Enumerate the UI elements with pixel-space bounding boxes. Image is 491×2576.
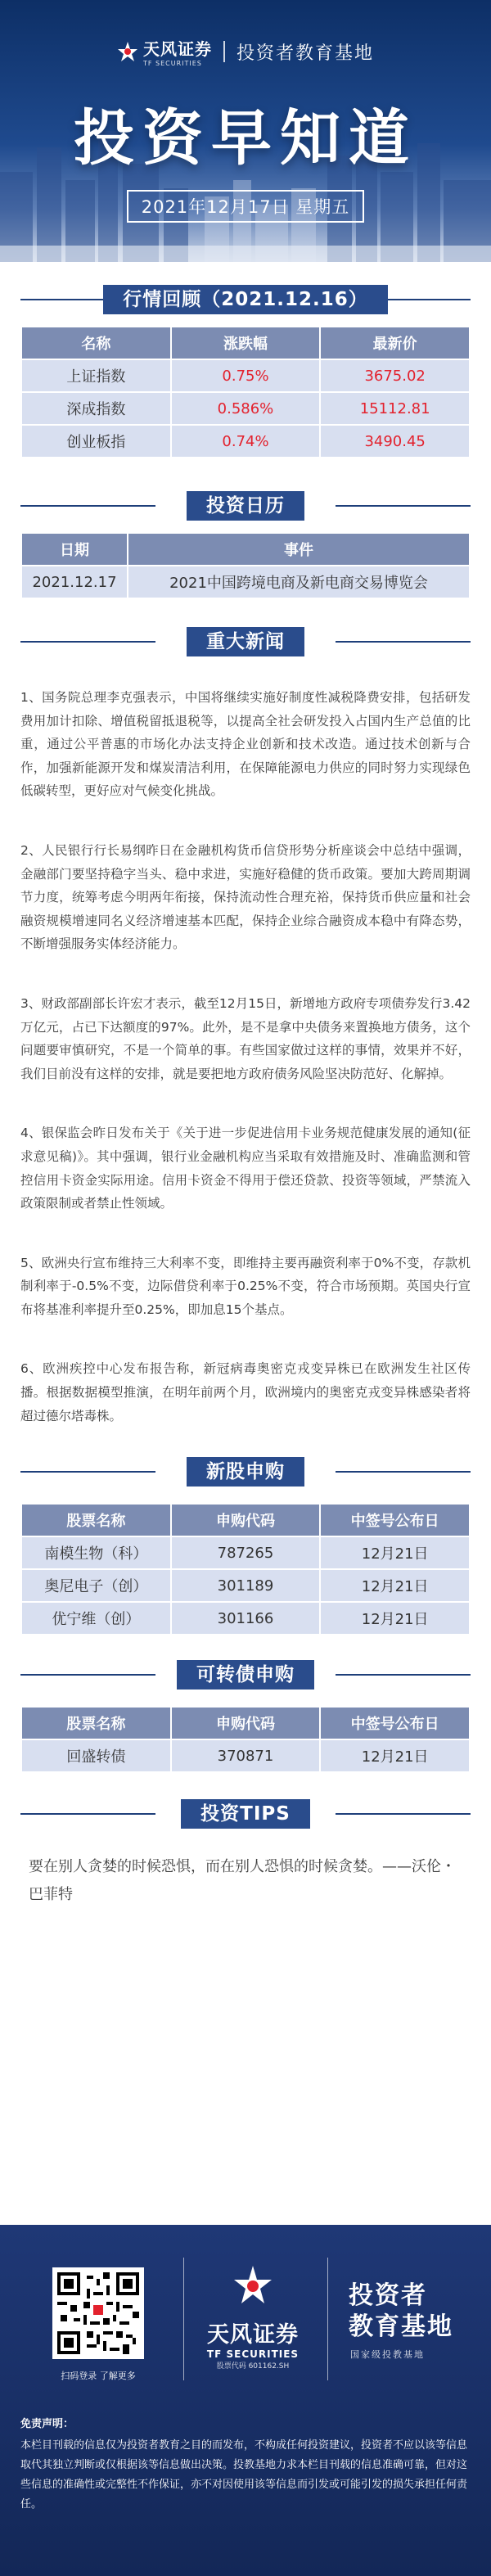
news-item: 6、欧洲疾控中心发布报告称，新冠病毒奥密克戎变异株已在欧洲发生社区传播。根据数据模型推演，在明年前两个月，欧洲境内的奥密克戎变异株感染者将超过德尔塔毒株。: [20, 1361, 471, 1423]
divider: [336, 1813, 471, 1815]
column-header: 事件: [128, 533, 470, 566]
news-item: 1、国务院总理李克强表示，中国将继续实施好制度性减税降费安排，包括研发费用加计扣除、增值税留抵退税等，以提高全社会研发投入占国内生产总值的比重，通过公平普惠的市场化办法支持企业创新和技术改造。通过技术创新与合作，加强新能源开发和煤炭清洁利用，在保障能源电力供应的同时努力实现绿色低碳转型，更好应对气候变化挑战。: [20, 690, 471, 799]
brand-divider: [223, 41, 225, 62]
index-price: 3490.45: [320, 425, 470, 458]
tf-logo-icon: [117, 41, 138, 62]
index-change: 0.75%: [171, 359, 321, 392]
footer-brand-en: TF SECURITIES: [206, 2348, 300, 2360]
divider: [20, 505, 155, 507]
divider: [20, 641, 155, 643]
date-bar: 2021年12月17日 星期五: [127, 190, 364, 223]
qr-code[interactable]: [52, 2267, 144, 2359]
column-header: 名称: [21, 327, 171, 359]
announce-date: 12月21日: [320, 1569, 470, 1602]
table-header-row: [21, 327, 470, 359]
announce-date: 12月21日: [320, 1602, 470, 1635]
table-row: [21, 425, 470, 458]
divider: [336, 641, 471, 643]
table-row: [21, 1602, 470, 1635]
subscription-code: 301189: [171, 1569, 321, 1602]
tf-logo-icon: [232, 2264, 274, 2307]
footer: [0, 2225, 491, 2576]
column-header: 股票名称: [21, 1707, 171, 1739]
table-row: [21, 566, 470, 598]
column-header: 日期: [21, 533, 128, 566]
calendar-heading: 投资日历: [187, 491, 304, 521]
brand-name: 天风证券: [142, 39, 212, 59]
ipo-heading: 新股申购: [187, 1457, 304, 1487]
divider: [336, 1674, 471, 1676]
edu-base-label: 投资者教育基地: [236, 43, 374, 64]
tips-heading: 投资TIPS: [181, 1799, 310, 1829]
divider: [336, 505, 471, 507]
disclaimer-text: 本栏目刊载的信息仅为投资者教育之目的而发布，不构成任何投资建议，投资者不应以该等信息取代其独立判断或仅根据该等信息做出决策。投教基地力求本栏目刊载的信息准确可靠，但对这些信息的准确性或完整性不作保证，亦不对因使用该等信息而引发或可能引发的损失承担任何责任。: [20, 2439, 468, 2511]
table-row: [21, 1569, 470, 1602]
announce-date: 12月21日: [320, 1536, 470, 1569]
index-price: 3675.02: [320, 359, 470, 392]
market-section-header: [0, 285, 491, 314]
stock-name: 优宁维（创）: [21, 1602, 171, 1635]
column-header: 中签号公布日: [320, 1504, 470, 1536]
column-header: 中签号公布日: [320, 1707, 470, 1739]
header-banner: [0, 0, 491, 262]
bond-section-header: [0, 1660, 491, 1690]
disclaimer: [20, 2415, 471, 2515]
column-header: 申购代码: [171, 1707, 321, 1739]
table-row: [21, 359, 470, 392]
brand-logo: [117, 36, 212, 67]
ipo-section-header: [0, 1457, 491, 1487]
divider: [336, 1471, 471, 1473]
divider: [20, 1674, 155, 1676]
edu-line-1: 投资者: [349, 2281, 427, 2310]
event-name: 2021中国跨境电商及新电商交易博览会: [128, 566, 470, 598]
column-header: 涨跌幅: [171, 327, 321, 359]
footer-edu-title: [349, 2281, 453, 2343]
footer-edu-subtitle: 国家级投教基地: [350, 2349, 425, 2360]
divider: [20, 1813, 155, 1815]
index-name: 深成指数: [21, 392, 171, 425]
news-item: 5、欧洲央行宣布维持三大利率不变，即维持主要再融资利率于0%不变，存款机制利率于-0.5%不变，边际借贷利率于0.25%不变，符合市场预期。英国央行宣布将基准利率提升至0.25%，即加息15个基点。: [20, 1255, 471, 1317]
table-header-row: [21, 1504, 470, 1536]
divider: [183, 2258, 184, 2380]
table-row: [21, 1536, 470, 1569]
divider: [20, 1471, 155, 1473]
news-list: [20, 686, 471, 1428]
bond-table: [20, 1706, 471, 1773]
tips-quote: 要在别人贪婪的时候恐惧，而在别人恐惧的时候贪婪。——沃伦・巴菲特: [29, 1858, 456, 1904]
bond-name: 回盛转债: [21, 1739, 171, 1772]
announce-date: 12月21日: [320, 1739, 470, 1772]
tips-section-header: [0, 1799, 491, 1829]
market-table: [20, 326, 471, 458]
calendar-section-header: [0, 491, 491, 521]
table-row: [21, 392, 470, 425]
stock-name: 南模生物（科）: [21, 1536, 171, 1569]
news-item: 4、银保监会昨日发布关于《关于进一步促进信用卡业务规范健康发展的通知(征求意见稿)》。其中强调，银行业金融机构应当采取有效措施及时、准确监测和管控信用卡资金实际用途。信用卡资金不得用于偿还贷款、投资等领域，严禁流入政策限制或者禁止性领域。: [20, 1126, 471, 1211]
column-header: 申购代码: [171, 1504, 321, 1536]
table-header-row: [21, 533, 470, 566]
market-heading: 行情回顾（2021.12.16）: [103, 285, 388, 314]
subscription-code: 787265: [171, 1536, 321, 1569]
column-header: 最新价: [320, 327, 470, 359]
news-section-header: [0, 627, 491, 656]
edu-line-2: 教育基地: [349, 2312, 453, 2341]
index-name: 上证指数: [21, 359, 171, 392]
subscription-code: 370871: [171, 1739, 321, 1772]
event-date: 2021.12.17: [21, 566, 128, 598]
qr-caption: 扫码登录 了解更多: [61, 2371, 136, 2381]
divider: [327, 2258, 328, 2380]
qr-code-icon: [57, 2272, 139, 2354]
index-change: 0.74%: [171, 425, 321, 458]
news-item: 2、人民银行行长易纲昨日在金融机构货币信贷形势分析座谈会中总结中强调，金融部门要坚持稳字当头、稳中求进，实施好稳健的货币政策。要加大跨周期调节力度，统筹考虑今明两年衔接，保持流动性合理充裕，保持货币供应量和社会融资规模增速同名义经济增速基本匹配，保持企业综合融资成本稳中有降态势，不断增强服务实体经济能力。: [20, 842, 471, 952]
page-title: 投资早知道: [74, 103, 417, 174]
subscription-code: 301166: [171, 1602, 321, 1635]
stock-code: 股票代码 601162.SH: [216, 2362, 290, 2371]
table-row: [21, 1739, 470, 1772]
ipo-table: [20, 1503, 471, 1635]
news-item: 3、财政部副部长许宏才表示，截至12月15日，新增地方政府专项债券发行3.42万亿元，占已下达额度的97%。此外，是不是拿中央债务来置换地方债务，这个问题要审慎研究，不是一个简单的事。有些国家做过这样的事情，效果并不好，我们目前没有这样的安排，就是要把地方政府债务风险坚决防范好、化解掉。: [20, 995, 471, 1081]
column-header: 股票名称: [21, 1504, 171, 1536]
brand-sub: TF SECURITIES: [142, 60, 202, 67]
index-price: 15112.81: [320, 392, 470, 425]
bond-heading: 可转债申购: [177, 1660, 314, 1690]
index-change: 0.586%: [171, 392, 321, 425]
calendar-table: [20, 532, 471, 599]
table-header-row: [21, 1707, 470, 1739]
news-heading: 重大新闻: [187, 627, 304, 656]
footer-brand: [200, 2264, 306, 2371]
stock-name: 奥尼电子（创）: [21, 1569, 171, 1602]
index-name: 创业板指: [21, 425, 171, 458]
disclaimer-title: 免责声明：: [20, 2418, 74, 2430]
brand-row: [0, 36, 491, 67]
footer-brand-name: 天风证券: [207, 2322, 299, 2348]
